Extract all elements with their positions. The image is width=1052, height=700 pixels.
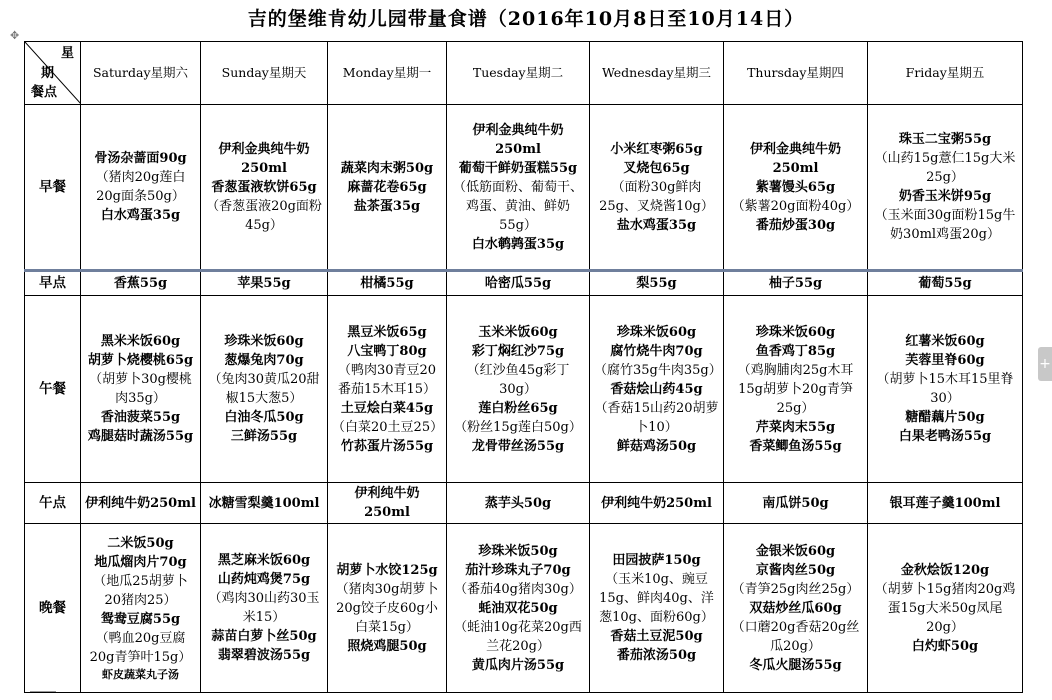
- menu-cell-saturday: [81, 105, 201, 271]
- dish-name: 骨汤杂蔷面90g: [94, 151, 187, 166]
- menu-cell-saturday: [81, 524, 201, 693]
- dish-name: 银耳莲子羹100ml: [889, 495, 1001, 511]
- dish-name: 麻蔷花卷65g: [347, 179, 427, 195]
- dish-name: 哈密瓜55g: [484, 276, 552, 291]
- dish-name: 伊利金典纯牛奶250ml: [218, 141, 310, 176]
- dish-name: 黄瓜肉片汤55g: [471, 657, 565, 673]
- menu-cell-saturday: [81, 271, 201, 296]
- dish-name: 柑橘55g: [360, 276, 414, 291]
- dish-name: 白灼虾50g: [911, 638, 979, 654]
- ingredient-detail: （胡萝卜15g猪肉20g鸡蛋15g大米50g凤尾20g）: [874, 581, 1016, 635]
- ingredient-detail: （地瓜25胡萝卜20猪肉25）: [93, 573, 188, 608]
- dish-name: 伊利纯牛奶250ml: [85, 495, 196, 511]
- ingredient-detail: （兔肉30黄瓜20甜椒15大葱5）: [208, 372, 320, 406]
- meal-row: [25, 524, 1023, 693]
- dish-name: 伊利金典纯牛奶250ml: [749, 141, 841, 176]
- meal-plan-table: [24, 41, 1023, 693]
- menu-cell-monday: [328, 105, 447, 271]
- dish-name: 苹果55g: [237, 276, 291, 291]
- dish-name: 红薯米饭60g: [905, 334, 985, 349]
- ingredient-detail: （鸭血20g豆腐20g青笋叶15g）: [89, 630, 192, 665]
- dish-name: 蒸芋头50g: [484, 495, 552, 511]
- ingredient-detail: （鸡肉30山药30玉米15）: [208, 591, 320, 625]
- day-header-sunday: Sunday星期天: [201, 42, 328, 105]
- dish-name: 照烧鸡腿50g: [347, 638, 427, 654]
- dish-name: 葱爆兔肉70g: [224, 353, 304, 368]
- menu-cell-thursday: [724, 483, 868, 524]
- dish-name: 伊利纯牛奶250ml: [601, 495, 712, 511]
- menu-cell-wednesday: [590, 105, 724, 271]
- ingredient-detail: （胡萝卜30g樱桃肉35g）: [89, 372, 192, 406]
- menu-cell-monday: [328, 483, 447, 524]
- ingredient-detail: （山药15g薏仁15g大米25g）: [874, 151, 1016, 185]
- ingredient-detail: （猪肉20g莲白20g面条50g）: [95, 170, 186, 204]
- dish-name: 香油菠菜55g: [100, 410, 181, 425]
- dish-name: 二米饭50g: [107, 535, 174, 551]
- dish-name: 鱼香鸡丁85g: [755, 343, 836, 359]
- ingredient-detail: （鸡胸脯肉25g木耳15g胡萝卜20g青笋25g）: [737, 362, 854, 416]
- meal-row: [25, 296, 1023, 483]
- dish-name: 白水鸡蛋35g: [100, 208, 181, 223]
- dish-name: 叉烧包65g: [623, 160, 690, 176]
- ingredient-detail: （面粉30g鲜肉25g、叉烧酱10g）: [599, 179, 714, 214]
- menu-cell-sunday: [201, 271, 328, 296]
- dish-name: 伊利金典纯牛奶250ml: [472, 122, 564, 157]
- ingredient-detail: （口蘑20g香菇20g丝瓜20g）: [731, 619, 860, 654]
- dish-name: 龙骨带丝汤55g: [471, 438, 565, 454]
- dish-name: 白油冬瓜50g: [224, 410, 304, 425]
- meal-name-cell: 午餐: [25, 296, 81, 483]
- ingredient-detail: （紫薯20g面粉40g）: [731, 198, 860, 214]
- dish-name: 莲白粉丝65g: [478, 400, 558, 416]
- dish-name: 葡萄55g: [918, 276, 972, 291]
- dish-name: 珍珠米饭60g: [616, 324, 697, 340]
- dish-name: 紫薯馒头65g: [755, 179, 836, 195]
- menu-cell-wednesday: [590, 296, 724, 483]
- menu-cell-friday: [868, 271, 1023, 296]
- menu-cell-sunday: [201, 524, 328, 693]
- dish-name: 珍珠米饭60g: [755, 324, 836, 340]
- dish-name: 土豆烩白菜45g: [340, 400, 434, 416]
- day-header-thursday: Thursday星期四: [724, 42, 868, 105]
- ingredient-detail: （蚝油10g花菜20g西兰花20g）: [454, 619, 582, 654]
- day-header-row: [25, 42, 1023, 105]
- menu-cell-tuesday: [447, 296, 590, 483]
- dish-name: 三鲜汤55g: [230, 429, 298, 444]
- dish-name: 胡萝卜水饺125g: [336, 562, 438, 578]
- meal-row: [25, 483, 1023, 524]
- dish-name: 冰糖雪梨羹100ml: [208, 495, 320, 511]
- ingredient-detail: （腐竹35g牛肉35g）: [594, 362, 722, 378]
- dish-name: 冬瓜火腿汤55g: [749, 657, 842, 673]
- corner-label-meal: 餐点: [31, 85, 58, 100]
- dish-name: 番茄浓汤50g: [616, 648, 697, 663]
- dish-name: 香菇烩山药45g: [610, 381, 703, 397]
- dish-name: 鸳鸯豆腐55g: [100, 611, 181, 627]
- meal-name-cell: 早餐: [25, 105, 81, 271]
- dish-name: 鲜菇鸡汤50g: [616, 438, 697, 454]
- dish-name: 地瓜熘肉片70g: [94, 554, 187, 570]
- menu-cell-thursday: [724, 105, 868, 271]
- dish-name: 伊利纯牛奶250ml: [354, 486, 420, 520]
- menu-cell-sunday: [201, 483, 328, 524]
- menu-cell-tuesday: [447, 271, 590, 296]
- dish-name: 黑米米饭60g: [100, 334, 181, 349]
- day-header-saturday: Saturday星期六: [81, 42, 201, 105]
- dish-name: 番茄炒蛋30g: [755, 217, 836, 233]
- menu-cell-thursday: [724, 296, 868, 483]
- dish-name: 山药炖鸡煲75g: [217, 572, 311, 587]
- menu-cell-wednesday: [590, 483, 724, 524]
- dish-name: 黑豆米饭65g: [347, 324, 427, 340]
- corner-label-week: 期: [41, 66, 55, 81]
- dish-name: 珍珠米饭50g: [478, 543, 558, 559]
- dish-name: 玉米米饭60g: [478, 324, 558, 340]
- ingredient-detail: （白菜20土豆25）: [332, 419, 444, 435]
- expand-panel-icon[interactable]: +: [1038, 347, 1052, 381]
- menu-cell-friday: [868, 483, 1023, 524]
- dish-name: 翡翠碧波汤55g: [217, 648, 311, 663]
- ingredient-detail: （香葱蛋液20g面粉45g）: [206, 198, 322, 233]
- dish-name: 葡萄干鲜奶蛋糕55g: [458, 160, 578, 176]
- ingredient-detail: （玉米10g、豌豆15g、鲜肉40g、洋葱10g、面粉60g）: [599, 572, 714, 625]
- dish-name: 糖醋藕片50g: [905, 410, 985, 425]
- menu-cell-sunday: [201, 105, 328, 271]
- menu-cell-friday: [868, 105, 1023, 271]
- menu-cell-saturday: [81, 483, 201, 524]
- menu-cell-thursday: [724, 271, 868, 296]
- meal-name-cell: 早点: [25, 271, 81, 296]
- ingredient-detail: （玉米面30g面粉15g牛奶30ml鸡蛋20g）: [874, 208, 1016, 242]
- dish-name: 盐水鸡蛋35g: [616, 217, 697, 233]
- dish-name: 芙蓉里脊60g: [905, 353, 985, 368]
- dish-name: 金银米饭60g: [755, 543, 836, 559]
- dish-name: 彩丁焖红沙75g: [471, 343, 565, 359]
- meal-plan-body: [25, 42, 1023, 693]
- menu-cell-friday: [868, 524, 1023, 693]
- ingredient-detail: （青笋25g肉丝25g）: [731, 581, 860, 597]
- meal-name-cell: 午点: [25, 483, 81, 524]
- menu-cell-monday: [328, 296, 447, 483]
- dish-name: 京酱肉丝50g: [755, 562, 836, 578]
- menu-cell-sunday: [201, 296, 328, 483]
- dish-name: 珍珠米饭60g: [224, 334, 304, 349]
- ingredient-detail: （红沙鱼45g彩丁30g）: [466, 362, 570, 397]
- dish-name: 虾皮蔬菜丸子汤: [102, 667, 179, 681]
- dish-name: 鸡腿菇时蔬汤55g: [87, 429, 194, 444]
- menu-cell-monday: [328, 524, 447, 693]
- day-header-friday: Friday星期五: [868, 42, 1023, 105]
- menu-cell-wednesday: [590, 271, 724, 296]
- ingredient-detail: （香菇15山药20胡萝卜10）: [594, 400, 719, 435]
- menu-cell-thursday: [724, 524, 868, 693]
- menu-cell-wednesday: [590, 524, 724, 693]
- menu-cell-monday: [328, 271, 447, 296]
- corner-label-day: 星: [60, 46, 74, 61]
- meal-row: [25, 271, 1023, 296]
- dish-name: 黑芝麻米饭60g: [217, 553, 311, 568]
- dish-name: 蒜苗白萝卜丝50g: [211, 629, 317, 644]
- dish-name: 胡萝卜烧樱桃65g: [87, 353, 194, 368]
- menu-cell-tuesday: [447, 483, 590, 524]
- ingredient-detail: （胡萝卜15木耳15里脊30）: [876, 372, 1014, 406]
- ingredient-detail: （低筋面粉、葡萄干、鸡蛋、黄油、鲜奶55g）: [452, 179, 583, 233]
- dish-name: 田园披萨150g: [612, 553, 701, 568]
- meal-name-cell: 晚餐: [25, 524, 81, 693]
- dish-name: 芹菜肉末55g: [755, 419, 836, 435]
- menu-cell-friday: [868, 296, 1023, 483]
- dish-name: 奶香玉米饼95g: [898, 189, 992, 204]
- dish-name: 珠玉二宝粥55g: [898, 132, 992, 147]
- menu-cell-saturday: [81, 296, 201, 483]
- dish-name: 腐竹烧牛肉70g: [610, 343, 703, 359]
- dish-name: 南瓜饼50g: [762, 495, 829, 511]
- ingredient-detail: （粉丝15g莲白50g）: [454, 419, 582, 435]
- day-header-monday: Monday星期一: [328, 42, 447, 105]
- ingredient-detail: （番茄40g猪肉30g）: [454, 581, 582, 597]
- ingredient-detail: （猪肉30g胡萝卜20g饺子皮60g小白菜15g）: [335, 581, 439, 635]
- dish-name: 双菇炒丝瓜60g: [749, 600, 842, 616]
- dish-name: 蚝油双花50g: [478, 600, 558, 616]
- dish-name: 香葱蛋液软饼65g: [211, 179, 317, 195]
- table-move-handle-icon[interactable]: ✥: [10, 29, 20, 42]
- ingredient-detail: （鸭肉30青豆20番茄15木耳15）: [337, 362, 437, 397]
- meal-row: [25, 105, 1023, 271]
- dish-name: 盐茶蛋35g: [353, 198, 421, 214]
- day-header-wednesday: Wednesday星期三: [590, 42, 724, 105]
- dish-name: 柚子55g: [768, 276, 823, 291]
- dish-name: 香菇土豆泥50g: [610, 629, 703, 644]
- corner-header-cell: [25, 42, 81, 105]
- dish-name: 八宝鸭丁80g: [347, 343, 427, 359]
- dish-name: 白果老鸭汤55g: [898, 429, 992, 444]
- dish-name: 金秋烩饭120g: [900, 562, 990, 578]
- dish-name: 白水鹌鹑蛋35g: [471, 236, 565, 252]
- dish-name: 梨55g: [636, 276, 677, 291]
- day-header-tuesday: Tuesday星期二: [447, 42, 590, 105]
- dish-name: 蔬菜肉末粥50g: [340, 160, 434, 176]
- page-title: 吉的堡维肯幼儿园带量食谱（2016年10月8日至10月14日）: [247, 8, 805, 30]
- menu-cell-tuesday: [447, 524, 590, 693]
- menu-cell-tuesday: [447, 105, 590, 271]
- dish-name: 香蕉55g: [113, 276, 168, 291]
- dish-name: 香菜鲫鱼汤55g: [749, 438, 842, 454]
- dish-name: 小米红枣粥65g: [610, 141, 703, 157]
- dish-name: 茄汁珍珠丸子70g: [465, 562, 571, 578]
- dish-name: 竹荪蛋片汤55g: [340, 438, 434, 454]
